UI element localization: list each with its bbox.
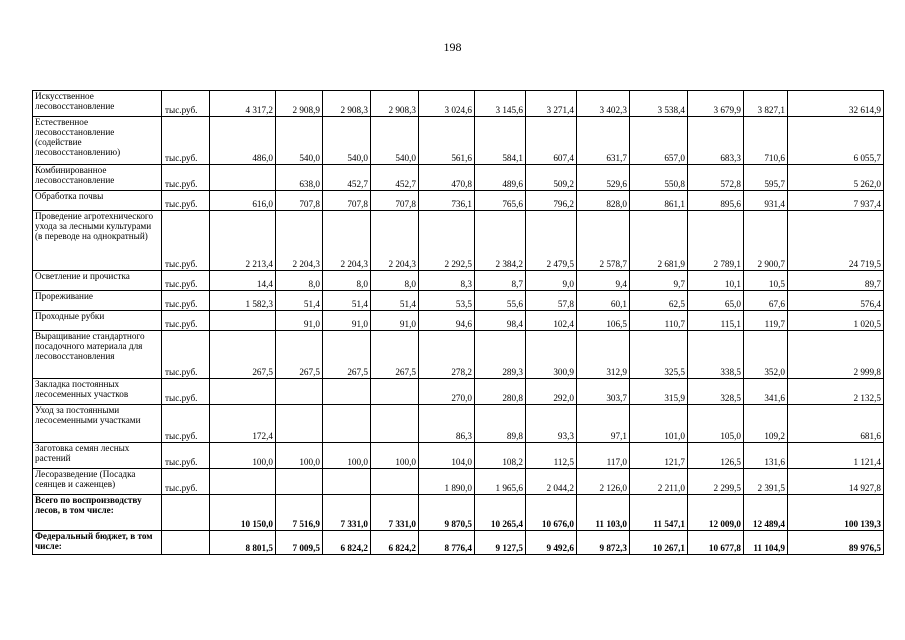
value-cell	[210, 165, 276, 191]
value-cell: 8,7	[475, 271, 526, 291]
row-name: Лесоразведение (Посадка сеянцев и саженцев)	[33, 469, 162, 495]
table-row	[33, 211, 884, 271]
value-cell: 328,5	[688, 379, 744, 405]
value-cell: 681,6	[788, 405, 884, 443]
value-cell: 2 213,4	[210, 211, 276, 271]
value-cell: 931,4	[744, 191, 788, 211]
value-cell: 8,0	[323, 271, 371, 291]
value-cell: 572,8	[688, 165, 744, 191]
value-cell: 60,1	[577, 291, 630, 311]
value-cell: 2 999,8	[788, 331, 884, 379]
value-cell: 6 055,7	[788, 117, 884, 165]
value-cell: 861,1	[630, 191, 688, 211]
value-cell: 2 126,0	[577, 469, 630, 495]
value-cell: 2 292,5	[419, 211, 475, 271]
value-cell: 303,7	[577, 379, 630, 405]
value-cell: 710,6	[744, 117, 788, 165]
row-unit: тыс.руб.	[162, 191, 210, 211]
value-cell: 550,8	[630, 165, 688, 191]
value-cell: 55,6	[475, 291, 526, 311]
value-cell: 452,7	[371, 165, 419, 191]
value-cell: 540,0	[276, 117, 323, 165]
value-cell	[323, 469, 371, 495]
value-cell: 486,0	[210, 117, 276, 165]
value-cell: 267,5	[210, 331, 276, 379]
value-cell: 10 676,0	[526, 495, 577, 531]
value-cell	[276, 405, 323, 443]
value-cell: 267,5	[371, 331, 419, 379]
row-unit	[162, 495, 210, 531]
forest-reproduction-table	[32, 90, 884, 555]
row-name: Заготовка семян лесных растений	[33, 443, 162, 469]
value-cell: 267,5	[323, 331, 371, 379]
value-cell: 2 211,0	[630, 469, 688, 495]
value-cell: 98,4	[475, 311, 526, 331]
value-cell: 2 204,3	[323, 211, 371, 271]
value-cell: 7 937,4	[788, 191, 884, 211]
value-cell: 4 317,2	[210, 91, 276, 117]
value-cell	[371, 469, 419, 495]
value-cell: 65,0	[688, 291, 744, 311]
value-cell: 631,7	[577, 117, 630, 165]
value-cell: 595,7	[744, 165, 788, 191]
value-cell: 32 614,9	[788, 91, 884, 117]
value-cell: 3 538,4	[630, 91, 688, 117]
value-cell: 540,0	[371, 117, 419, 165]
row-unit: тыс.руб.	[162, 271, 210, 291]
table-row	[33, 379, 884, 405]
table-row	[33, 91, 884, 117]
value-cell: 10,5	[744, 271, 788, 291]
value-cell: 3 402,3	[577, 91, 630, 117]
value-cell: 12 009,0	[688, 495, 744, 531]
value-cell: 11 104,9	[744, 531, 788, 555]
row-unit: тыс.руб.	[162, 211, 210, 271]
row-name: Проходные рубки	[33, 311, 162, 331]
value-cell: 53,5	[419, 291, 475, 311]
row-name: Естественное лесовосстановление (содействие лесовосстановлению)	[33, 117, 162, 165]
value-cell: 51,4	[276, 291, 323, 311]
value-cell: 3 679,9	[688, 91, 744, 117]
row-unit: тыс.руб.	[162, 311, 210, 331]
value-cell: 489,6	[475, 165, 526, 191]
value-cell: 9,4	[577, 271, 630, 291]
value-cell: 100,0	[323, 443, 371, 469]
value-cell: 3 024,6	[419, 91, 475, 117]
table-row	[33, 443, 884, 469]
value-cell: 470,8	[419, 165, 475, 191]
value-cell: 94,6	[419, 311, 475, 331]
value-cell: 2 299,5	[688, 469, 744, 495]
value-cell: 270,0	[419, 379, 475, 405]
row-unit: тыс.руб.	[162, 331, 210, 379]
value-cell: 3 827,1	[744, 91, 788, 117]
value-cell: 9 492,6	[526, 531, 577, 555]
value-cell: 707,8	[323, 191, 371, 211]
value-cell: 131,6	[744, 443, 788, 469]
value-cell	[323, 379, 371, 405]
row-name: Закладка постоянных лесосеменных участков	[33, 379, 162, 405]
value-cell: 2 908,3	[323, 91, 371, 117]
value-cell: 540,0	[323, 117, 371, 165]
row-name: Искусственное лесовосстановление	[33, 91, 162, 117]
value-cell: 1 890,0	[419, 469, 475, 495]
value-cell: 102,4	[526, 311, 577, 331]
value-cell: 7 331,0	[323, 495, 371, 531]
value-cell	[276, 469, 323, 495]
value-cell: 14 927,8	[788, 469, 884, 495]
value-cell: 736,1	[419, 191, 475, 211]
value-cell: 9,0	[526, 271, 577, 291]
table-row	[33, 117, 884, 165]
value-cell: 9 872,3	[577, 531, 630, 555]
value-cell: 91,0	[323, 311, 371, 331]
value-cell: 6 824,2	[371, 531, 419, 555]
value-cell: 104,0	[419, 443, 475, 469]
value-cell: 7 009,5	[276, 531, 323, 555]
value-cell: 2 391,5	[744, 469, 788, 495]
value-cell: 172,4	[210, 405, 276, 443]
value-cell	[371, 405, 419, 443]
value-cell: 289,3	[475, 331, 526, 379]
value-cell: 2 479,5	[526, 211, 577, 271]
value-cell: 117,0	[577, 443, 630, 469]
row-name: Всего по воспроизводству лесов, в том числе:	[33, 495, 162, 531]
value-cell: 8 801,5	[210, 531, 276, 555]
value-cell: 2 204,3	[276, 211, 323, 271]
value-cell: 561,6	[419, 117, 475, 165]
value-cell	[323, 405, 371, 443]
row-name: Комбинированное лесовосстановление	[33, 165, 162, 191]
value-cell: 89 976,5	[788, 531, 884, 555]
value-cell: 300,9	[526, 331, 577, 379]
value-cell: 101,0	[630, 405, 688, 443]
value-cell: 86,3	[419, 405, 475, 443]
value-cell: 8 776,4	[419, 531, 475, 555]
value-cell: 280,8	[475, 379, 526, 405]
value-cell: 57,8	[526, 291, 577, 311]
value-cell: 657,0	[630, 117, 688, 165]
value-cell: 108,2	[475, 443, 526, 469]
value-cell: 51,4	[323, 291, 371, 311]
value-cell: 109,2	[744, 405, 788, 443]
value-cell: 2 132,5	[788, 379, 884, 405]
value-cell: 100 139,3	[788, 495, 884, 531]
value-cell: 2 204,3	[371, 211, 419, 271]
value-cell: 106,5	[577, 311, 630, 331]
value-cell: 51,4	[371, 291, 419, 311]
value-cell: 9,7	[630, 271, 688, 291]
value-cell: 2 578,7	[577, 211, 630, 271]
value-cell: 9 127,5	[475, 531, 526, 555]
value-cell: 2 900,7	[744, 211, 788, 271]
value-cell: 2 044,2	[526, 469, 577, 495]
value-cell: 267,5	[276, 331, 323, 379]
value-cell: 62,5	[630, 291, 688, 311]
value-cell: 100,0	[276, 443, 323, 469]
table-row	[33, 165, 884, 191]
value-cell: 315,9	[630, 379, 688, 405]
table-row	[33, 291, 884, 311]
value-cell: 112,5	[526, 443, 577, 469]
row-unit: тыс.руб.	[162, 405, 210, 443]
row-name: Выращивание стандартного посадочного материала для лесовосстановления	[33, 331, 162, 379]
row-name: Прореживание	[33, 291, 162, 311]
value-cell: 796,2	[526, 191, 577, 211]
value-cell: 100,0	[371, 443, 419, 469]
value-cell: 638,0	[276, 165, 323, 191]
table-row	[33, 191, 884, 211]
value-cell: 765,6	[475, 191, 526, 211]
table-row	[33, 495, 884, 531]
value-cell: 89,8	[475, 405, 526, 443]
value-cell: 707,8	[276, 191, 323, 211]
value-cell: 292,0	[526, 379, 577, 405]
table-row	[33, 331, 884, 379]
row-name: Обработка почвы	[33, 191, 162, 211]
value-cell: 110,7	[630, 311, 688, 331]
value-cell: 14,4	[210, 271, 276, 291]
value-cell: 325,5	[630, 331, 688, 379]
value-cell: 8,0	[276, 271, 323, 291]
value-cell: 24 719,5	[788, 211, 884, 271]
value-cell: 10 267,1	[630, 531, 688, 555]
value-cell: 6 824,2	[323, 531, 371, 555]
row-unit: тыс.руб.	[162, 117, 210, 165]
row-unit: тыс.руб.	[162, 379, 210, 405]
value-cell: 67,6	[744, 291, 788, 311]
value-cell: 10 677,8	[688, 531, 744, 555]
value-cell: 1 121,4	[788, 443, 884, 469]
table-row	[33, 531, 884, 555]
value-cell: 8,0	[371, 271, 419, 291]
row-unit: тыс.руб.	[162, 443, 210, 469]
value-cell: 616,0	[210, 191, 276, 211]
value-cell: 2 789,1	[688, 211, 744, 271]
value-cell: 91,0	[276, 311, 323, 331]
value-cell: 93,3	[526, 405, 577, 443]
value-cell: 2 908,3	[371, 91, 419, 117]
value-cell: 3 145,6	[475, 91, 526, 117]
value-cell: 1 965,6	[475, 469, 526, 495]
row-unit: тыс.руб.	[162, 165, 210, 191]
row-unit: тыс.руб.	[162, 291, 210, 311]
page-number: 198	[443, 40, 462, 54]
value-cell: 341,6	[744, 379, 788, 405]
value-cell: 509,2	[526, 165, 577, 191]
value-cell: 89,7	[788, 271, 884, 291]
value-cell: 7 331,0	[371, 495, 419, 531]
row-unit	[162, 531, 210, 555]
row-name: Федеральный бюджет, в том числе:	[33, 531, 162, 555]
value-cell: 11 547,1	[630, 495, 688, 531]
value-cell: 312,9	[577, 331, 630, 379]
value-cell: 8,3	[419, 271, 475, 291]
table-row	[33, 469, 884, 495]
table-row	[33, 405, 884, 443]
row-unit: тыс.руб.	[162, 91, 210, 117]
value-cell: 576,4	[788, 291, 884, 311]
value-cell	[210, 311, 276, 331]
value-cell: 9 870,5	[419, 495, 475, 531]
value-cell: 452,7	[323, 165, 371, 191]
value-cell: 126,5	[688, 443, 744, 469]
value-cell: 278,2	[419, 331, 475, 379]
row-name: Проведение агротехнического ухода за лесными культурами (в переводе на однократный)	[33, 211, 162, 271]
row-name: Осветление и прочистка	[33, 271, 162, 291]
row-name: Уход за постоянными лесосеменными участками	[33, 405, 162, 443]
row-unit: тыс.руб.	[162, 469, 210, 495]
value-cell	[210, 469, 276, 495]
value-cell: 91,0	[371, 311, 419, 331]
value-cell: 121,7	[630, 443, 688, 469]
table-row	[33, 311, 884, 331]
value-cell: 2 908,9	[276, 91, 323, 117]
value-cell: 105,0	[688, 405, 744, 443]
value-cell: 607,4	[526, 117, 577, 165]
value-cell: 10 265,4	[475, 495, 526, 531]
value-cell: 2 384,2	[475, 211, 526, 271]
value-cell: 1 582,3	[210, 291, 276, 311]
value-cell: 119,7	[744, 311, 788, 331]
value-cell: 2 681,9	[630, 211, 688, 271]
value-cell: 7 516,9	[276, 495, 323, 531]
value-cell: 895,6	[688, 191, 744, 211]
value-cell: 97,1	[577, 405, 630, 443]
value-cell: 5 262,0	[788, 165, 884, 191]
value-cell	[276, 379, 323, 405]
value-cell: 707,8	[371, 191, 419, 211]
table-row	[33, 271, 884, 291]
value-cell: 828,0	[577, 191, 630, 211]
value-cell: 10,1	[688, 271, 744, 291]
value-cell: 10 150,0	[210, 495, 276, 531]
value-cell: 683,3	[688, 117, 744, 165]
value-cell: 338,5	[688, 331, 744, 379]
value-cell: 584,1	[475, 117, 526, 165]
value-cell	[371, 379, 419, 405]
value-cell: 529,6	[577, 165, 630, 191]
value-cell	[210, 379, 276, 405]
value-cell: 11 103,0	[577, 495, 630, 531]
value-cell: 1 020,5	[788, 311, 884, 331]
value-cell: 115,1	[688, 311, 744, 331]
value-cell: 3 271,4	[526, 91, 577, 117]
value-cell: 100,0	[210, 443, 276, 469]
value-cell: 12 489,4	[744, 495, 788, 531]
value-cell: 352,0	[744, 331, 788, 379]
